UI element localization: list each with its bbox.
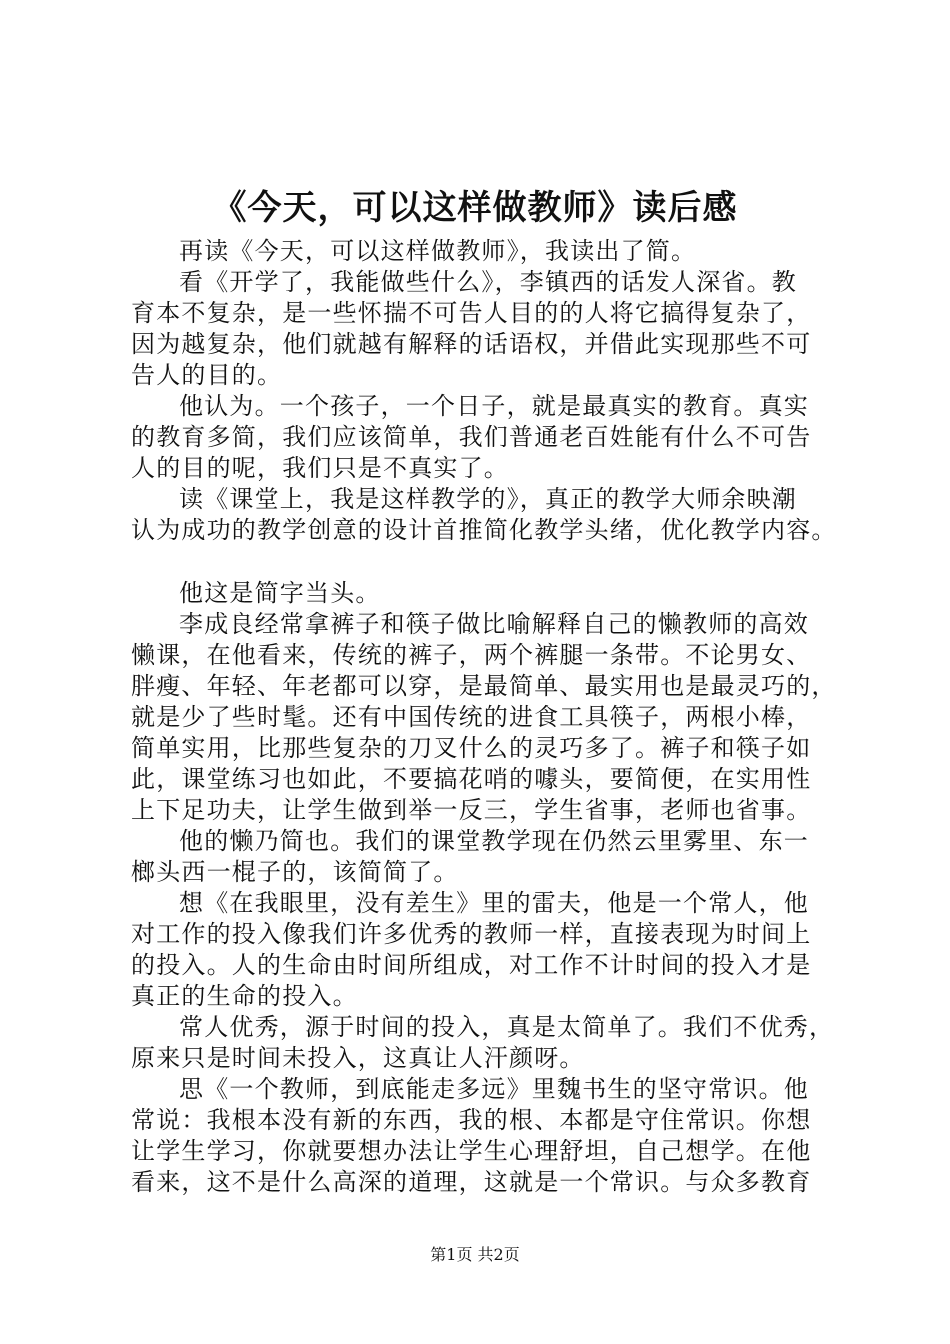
paragraph-line: 的投入。人的生命由时间所组成，对工作不计时间的投入才是 (131, 951, 812, 979)
paragraph-line: 告人的目的。 (131, 361, 283, 389)
paragraph-line: 读《课堂上，我是这样教学的》，真正的教学大师余映潮 (179, 485, 797, 513)
paragraph-line: 人的目的呢，我们只是不真实了。 (131, 454, 509, 482)
paragraph-line: 因为越复杂，他们就越有解释的话语权，并借此实现那些不可 (131, 330, 812, 358)
paragraph-line: 李成良经常拿裤子和筷子做比喻解释自己的懒教师的高效 (179, 610, 809, 638)
paragraph-line: 思《一个教师，到底能走多远》里魏书生的坚守常识。他 (179, 1075, 809, 1103)
paragraph-line: 胖瘦、年轻、年老都可以穿，是最简单、最实用也是最灵巧的， (131, 672, 837, 700)
paragraph-line: 原来只是时间未投入，这真让人汗颜呀。 (131, 1044, 585, 1072)
paragraph-line: 懒课，在他看来，传统的裤子，两个裤腿一条带。不论男女、 (131, 641, 812, 669)
paragraph-line: 简单实用，比那些复杂的刀叉什么的灵巧多了。裤子和筷子如 (131, 734, 812, 762)
paragraph-line: 就是少了些时髦。还有中国传统的进食工具筷子，两根小棒， (131, 703, 812, 731)
paragraph-line: 的教育多简，我们应该简单，我们普通老百姓能有什么不可告 (131, 423, 812, 451)
paragraph-line: 榔头西一棍子的，该简简了。 (131, 858, 459, 886)
paragraph-line: 再读《今天，可以这样做教师》，我读出了简。 (179, 237, 697, 265)
paragraph-line: 认为成功的教学创意的设计首推简化教学头绪，优化教学内容。 (131, 516, 837, 544)
paragraph-line: 看《开学了，我能做些什么》，李镇西的话发人深省。教 (179, 268, 797, 296)
paragraph-line: 常说：我根本没有新的东西，我的根、本都是守住常识。你想 (131, 1106, 812, 1134)
document-body (131, 236, 861, 1198)
paragraph-line: 对工作的投入像我们许多优秀的教师一样，直接表现为时间上 (131, 920, 812, 948)
page-footer: 第1页 共2页 (430, 1245, 520, 1264)
paragraph-line: 他的懒乃简也。我们的课堂教学现在仍然云里雾里、东一 (179, 827, 809, 855)
paragraph-line: 真正的生命的投入。 (131, 982, 358, 1010)
paragraph-line: 上下足功夫，让学生做到举一反三，学生省事，老师也省事。 (131, 796, 812, 824)
paragraph-line: 他这是简字当头。 (179, 579, 381, 607)
blank-line (131, 546, 861, 578)
document-title: 《今天，可以这样做教师》读后感 (212, 188, 738, 228)
paragraph-line: 想《在我眼里，没有差生》里的雷夫，他是一个常人，他 (179, 889, 809, 917)
paragraph-line: 此，课堂练习也如此，不要搞花哨的噱头，要简便，在实用性 (131, 765, 812, 793)
paragraph-line: 育本不复杂，是一些怀揣不可告人目的的人将它搞得复杂了， (131, 299, 812, 327)
paragraph-line: 常人优秀，源于时间的投入，真是太简单了。我们不优秀， (179, 1013, 835, 1041)
paragraph-line: 他认为。一个孩子，一个日子，就是最真实的教育。真实 (179, 392, 809, 420)
paragraph-line: 看来，这不是什么高深的道理，这就是一个常识。与众多教育 (131, 1168, 812, 1196)
paragraph-line: 让学生学习，你就要想办法让学生心理舒坦，自己想学。在他 (131, 1137, 812, 1165)
